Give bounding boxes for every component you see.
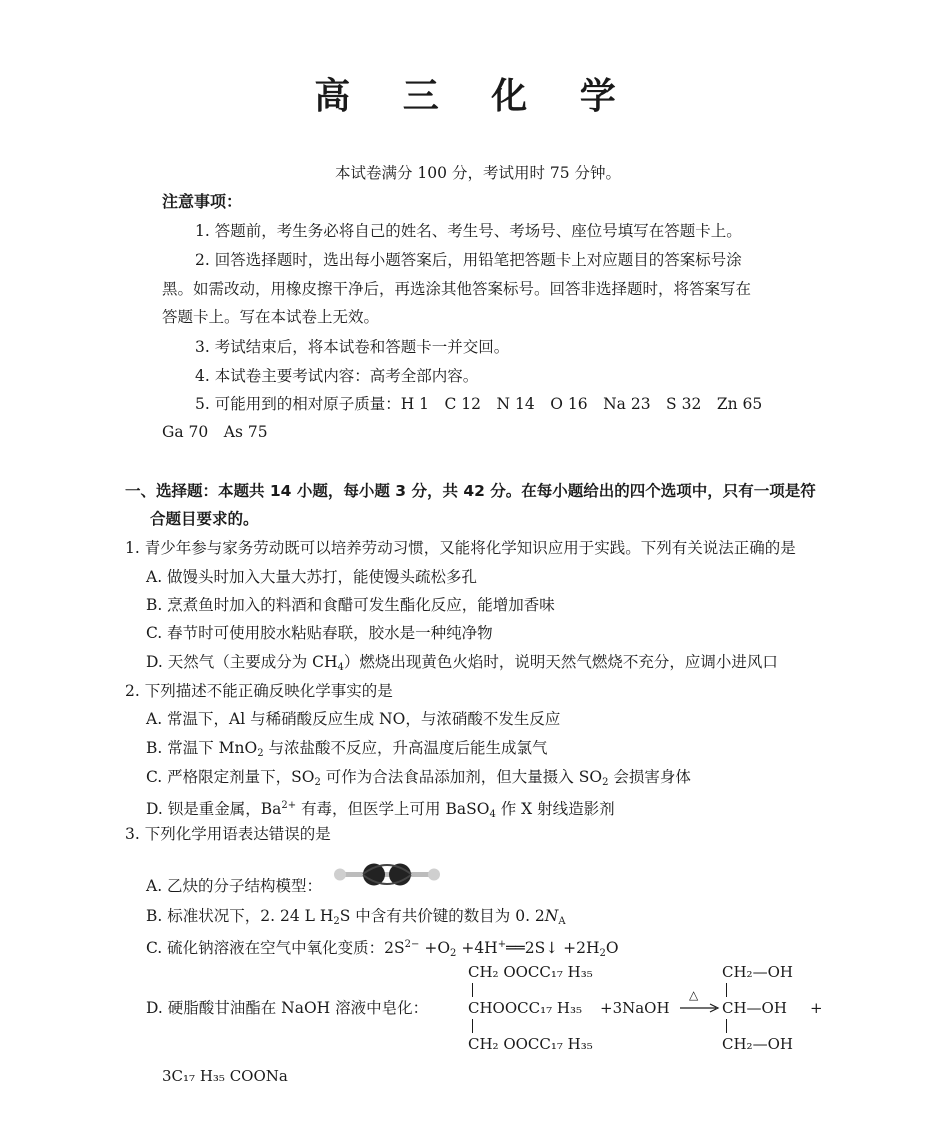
question-2-stem: 2. 下列描述不能正确反映化学事实的是 bbox=[125, 682, 393, 700]
heat-symbol: △ bbox=[689, 988, 699, 1002]
hydrogen-atom-right bbox=[428, 869, 440, 881]
question-2-option-a: A. 常温下，Al 与稀硝酸反应生成 NO，与浓硝酸不发生反应 bbox=[146, 710, 561, 728]
question-2-option-d: D. 钡是重金属，$Ba^{2+}$ 有毒，但医学上可用 BaSO$_4$ 作 X 射线造影剂 bbox=[146, 800, 615, 820]
notice-item-2: 2. 回答选择题时，选出每小题答案后，用铅笔把答题卡上对应题目的答案标号涂 bbox=[195, 251, 742, 269]
soap-product: 3C₁₇ H₃₅ COONa bbox=[162, 1067, 288, 1085]
glycerol-line-3: CH₂—OH bbox=[722, 1035, 793, 1053]
exam-info: 本试卷满分 100 分，考试用时 75 分钟。 bbox=[335, 164, 622, 182]
ester-line-3: CH₂ OOCC₁₇ H₃₅ bbox=[468, 1035, 593, 1053]
notice-item-2-cont2: 答题卡上。写在本试卷上无效。 bbox=[162, 308, 380, 326]
glycerol-bond-1 bbox=[726, 983, 727, 997]
section-heading-cont: 合题目要求的。 bbox=[150, 510, 259, 528]
question-3-option-a: A. 乙炔的分子结构模型： bbox=[146, 877, 323, 895]
notice-item-3: 3. 考试结束后，将本试卷和答题卡一并交回。 bbox=[195, 338, 510, 356]
notice-item-5-cont: Ga 70 As 75 bbox=[162, 423, 268, 441]
notice-item-5: 5. 可能用到的相对原子质量：H 1 C 12 N 14 O 16 Na 23 S 32 Zn 65 bbox=[195, 395, 763, 413]
ester-line-1: CH₂ OOCC₁₇ H₃₅ bbox=[468, 963, 593, 981]
question-3-stem: 3. 下列化学用语表达错误的是 bbox=[125, 825, 331, 843]
question-2-option-b: B. 常温下 MnO$_2$ 与浓盐酸不反应，升高温度后能生成氯气 bbox=[146, 739, 548, 759]
hydrogen-atom-left bbox=[334, 869, 346, 881]
question-3-option-b: B. 标准状况下，2. 24 L $H_2S$ 中含有共价键的数目为 0. $2N_A$ bbox=[146, 907, 566, 927]
question-1-option-a: A. 做馒头时加入大量大苏打，能使馒头疏松多孔 bbox=[146, 568, 478, 586]
notice-item-4: 4. 本试卷主要考试内容：高考全部内容。 bbox=[195, 367, 479, 385]
question-1-option-b: B. 烹煮鱼时加入的料酒和食醋可发生酯化反应，能增加香味 bbox=[146, 596, 555, 614]
notice-item-1: 1. 答题前，考生务必将自己的姓名、考生号、考场号、座位号填写在答题卡上。 bbox=[195, 222, 742, 240]
question-3-option-d: D. 硬脂酸甘油酯在 NaOH 溶液中皂化： bbox=[146, 999, 429, 1017]
question-1-stem: 1. 青少年参与家务劳动既可以培养劳动习惯，又能将化学知识应用于实践。下列有关说法正确的是 bbox=[125, 539, 796, 557]
naoh-reactant: +3NaOH bbox=[600, 999, 670, 1017]
section-heading: 一、选择题：本题共 14 小题，每小题 3 分，共 42 分。在每小题给出的四个选项中，只有一项是符 bbox=[125, 482, 816, 500]
question-2-option-c: C. 严格限定剂量下，$SO_2$ 可作为合法食品添加剂，但大量摄入 $SO_2$ 会损害身体 bbox=[146, 768, 691, 788]
acetylene-model bbox=[328, 858, 446, 892]
question-1-option-d: D. 天然气（主要成分为 $CH_4$）燃烧出现黄色火焰时，说明天然气燃烧不充分，应调小进风口 bbox=[146, 653, 778, 673]
notice-heading: 注意事项： bbox=[162, 192, 243, 211]
ester-bond-1 bbox=[472, 983, 473, 997]
ester-bond-2 bbox=[472, 1019, 473, 1033]
page-title: 高 三 化 学 bbox=[314, 76, 636, 117]
ester-line-2: CHOOCC₁₇ H₃₅ bbox=[468, 999, 583, 1017]
glycerol-line-2: CH—OH bbox=[722, 999, 787, 1017]
glycerol-bond-2 bbox=[726, 1019, 727, 1033]
reaction-arrow-icon bbox=[680, 1002, 720, 1014]
notice-item-2-cont: 黑。如需改动，用橡皮擦干净后，再选涂其他答案标号。回答非选择题时，将答案写在 bbox=[162, 280, 752, 298]
plus-sign: + bbox=[810, 999, 823, 1017]
question-3-option-c: C. 硫化钠溶液在空气中氧化变质：$2S^{2-} +O_2$ +4H+══2S↓ $+2H_2O$ bbox=[146, 939, 619, 959]
glycerol-line-1: CH₂—OH bbox=[722, 963, 793, 981]
bond-stick bbox=[338, 872, 436, 877]
question-1-option-c: C. 春节时可使用胶水粘贴春联，胶水是一种纯净物 bbox=[146, 624, 493, 642]
